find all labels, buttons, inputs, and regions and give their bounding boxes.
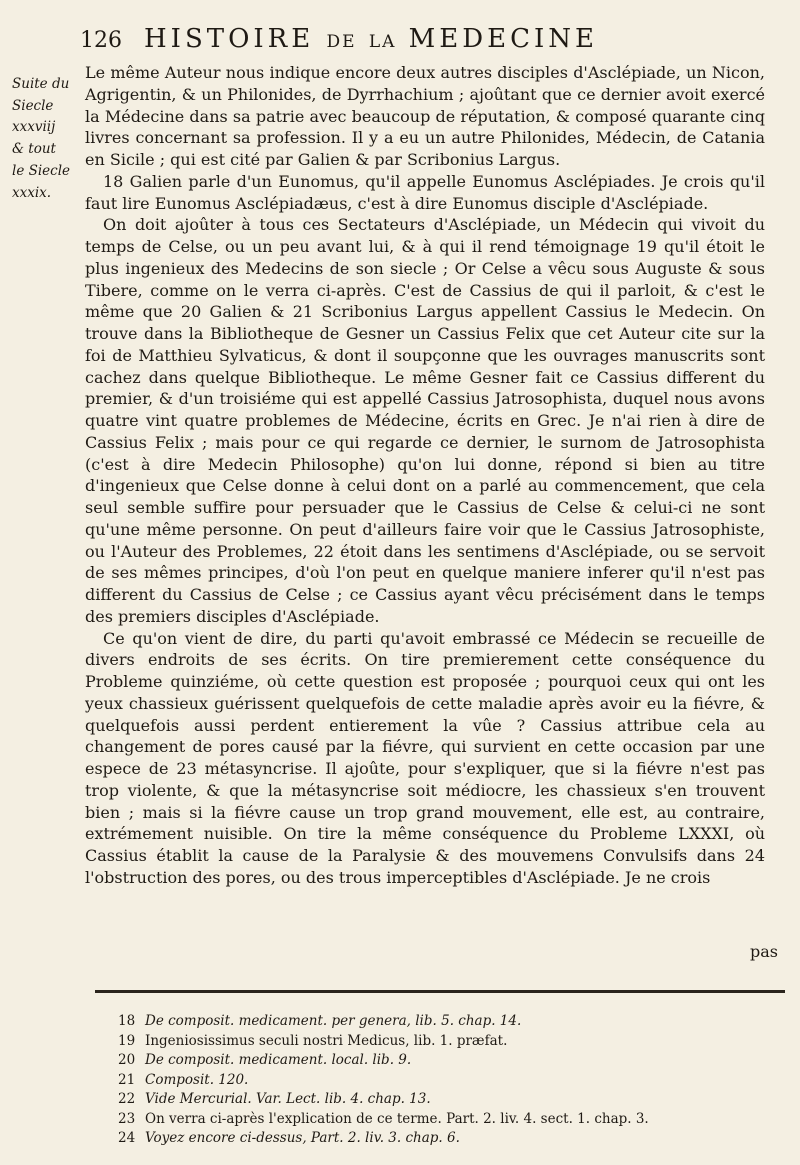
footnote-text: On verra ci-après l'explication de ce terme. Part. 2. liv. 4. sect. 1. chap. 3. bbox=[145, 1110, 649, 1127]
footnotes bbox=[118, 1012, 778, 1149]
footnote bbox=[118, 1090, 778, 1110]
footnote-text: Ingeniosissimus seculi nostri Medicus, lib. 1. præfat. bbox=[145, 1032, 508, 1049]
title-word-medecine: MEDECINE bbox=[408, 24, 598, 54]
margin-note-line: xxxviij bbox=[12, 119, 56, 136]
main-text bbox=[85, 62, 765, 889]
footnote bbox=[118, 1071, 778, 1091]
footnote-text: De composit. medicament. per genera, lib. 5. chap. 14. bbox=[145, 1013, 522, 1029]
margin-note-line: xxxix. bbox=[12, 184, 52, 201]
running-title bbox=[144, 24, 598, 54]
paragraph-cassius: On doit ajoûter à tous ces Sectateurs d'Asclépiade, un Médecin qui vivoit du temps de Celse, ou un peu avant lui, & à qui il rend témoignage 19 qu'il étoit le plus ingenieux des Medecins de son siecle ; Or Celse a vêcu sous Auguste & sous Tibere, comme on le verra ci-après. C'est de Cassius de qui il parloit, & c'est le même que 20 Galien & 21 Scribonius Largus appellent Cassius le Medecin. On trouve dans la Bibliotheque de Gesner un Cassius Felix que cet Auteur cite sur la foi de Matthieu Sylvaticus, & dont il soupçonne que les ouvrages manuscrits sont cachez dans quelque Bibliotheque. Le même Gesner fait ce Cassius different du premier, & d'un troisiéme qui est appellé Cassius Jatrosophista, duquel nous avons quatre vint quatre problemes de Médecine, écrits en Grec. Je n'ai rien à dire de Cassius Felix ; mais pour ce qui regarde ce dernier, le surnom de Jatrosophista (c'est à dire Medecin Philosophe) qu'on lui donne, répond si bien au titre d'ingenieux que Celse donne à celui dont on a parlé au commencement, que cela seul semble suffire pour persuader que le Cassius de Celse & celui-ci ne sont qu'une même personne. On peut d'ailleurs faire voir que le Cassius Jatrosophiste, ou l'Auteur des Problemes, 22 étoit dans les sentimens d'Asclépiade, ou se servoit de ses mêmes principes, d'où l'on peut en quelque maniere inferer qu'il n'est pas different du Cassius de Celse ; ce Cassius ayant vêcu précisément dans le temps des premiers disciples d'Asclépiade. bbox=[85, 215, 765, 626]
title-word-de: DE bbox=[326, 32, 357, 52]
footnote-number: 20 bbox=[118, 1052, 136, 1068]
margin-note-line: Suite du bbox=[12, 76, 70, 92]
footnote-number: 18 bbox=[118, 1013, 136, 1029]
footnote-number: 24 bbox=[118, 1130, 136, 1146]
page-number: 126 bbox=[80, 28, 122, 53]
paragraph-eunomus: 18 Galien parle d'un Eunomus, qu'il appelle Eunomus Asclépiades. Je crois qu'il faut lire Eunomus Asclépiadæus, c'est à dire Eunomus disciple d'Asclépiade. bbox=[85, 171, 765, 213]
title-word-la: LA bbox=[368, 32, 397, 52]
footnote-number: 19 bbox=[118, 1032, 136, 1049]
paragraph-disciples: Le même Auteur nous indique encore deux autres disciples d'Asclépiade, un Nicon, Agrigentin, & un Philonides, de Dyrrhachium ; ajoûtant que ce dernier avoit exercé la Médecine dans sa patrie avec beaucoup de réputation, & composé quarante cinq livres concernant sa profession. Il y a eu un autre Philonides, Médecin, de Catania en Sicile ; qui est cité par Galien & par Scribonius Largus. bbox=[85, 63, 765, 169]
footnote-number: 22 bbox=[118, 1091, 136, 1107]
footnote bbox=[118, 1051, 778, 1071]
footnote bbox=[118, 1032, 778, 1052]
paragraph-problemes: Ce qu'on vient de dire, du parti qu'avoit embrassé ce Médecin se recueille de divers endroits de ses écrits. On tire premierement cette conséquence du Probleme quinziéme, où cette question est proposée ; pourquoi ceux qui ont les yeux chassieux guérissent quelquefois de cette maladie après avoir eu la fiévre, & quelquefois aussi perdent entierement la vûe ? Cassius attribue cela au changement de pores causé par la fiévre, qui survient en cette occasion par une espece de 23 métasyncrise. Il ajoûte, pour s'expliquer, que si la fiévre n'est pas trop violente, & que la métasyncrise soit médiocre, les chassieux s'en trouvent bien ; mais si la fiévre cause un trop grand mouvement, elle est, au contraire, extrémement nuisible. On tire la même conséquence du Probleme LXXXI, où Cassius établit la cause de la Paralysie & des mouvemens Convulsifs dans 24 l'obstruction des pores, ou des trous imperceptibles d'Asclépiade. Je ne crois bbox=[85, 628, 765, 887]
catchword: pas bbox=[750, 942, 778, 961]
footnote bbox=[118, 1129, 778, 1149]
footnote-number: 21 bbox=[118, 1071, 136, 1088]
margin-note bbox=[12, 74, 80, 204]
footnote-text: De composit. medicament. local. lib. 9. bbox=[145, 1052, 412, 1068]
footnote bbox=[118, 1110, 778, 1130]
footnote bbox=[118, 1012, 778, 1032]
margin-note-line: le Siecle bbox=[12, 162, 71, 179]
footnote-text: Voyez encore ci-dessus, Part. 2. liv. 3. chap. 6. bbox=[145, 1130, 460, 1146]
running-header bbox=[80, 24, 780, 64]
title-word-histoire: HISTOIRE bbox=[144, 24, 315, 54]
margin-note-line: & tout bbox=[12, 141, 56, 158]
footnote-text: Vide Mercurial. Var. Lect. lib. 4. chap. 13. bbox=[145, 1091, 431, 1107]
footnote-text: Composit. 120. bbox=[145, 1071, 249, 1088]
footnote-number: 23 bbox=[118, 1110, 136, 1127]
margin-note-line: Siecle bbox=[12, 97, 54, 114]
footnote-rule bbox=[95, 990, 785, 993]
